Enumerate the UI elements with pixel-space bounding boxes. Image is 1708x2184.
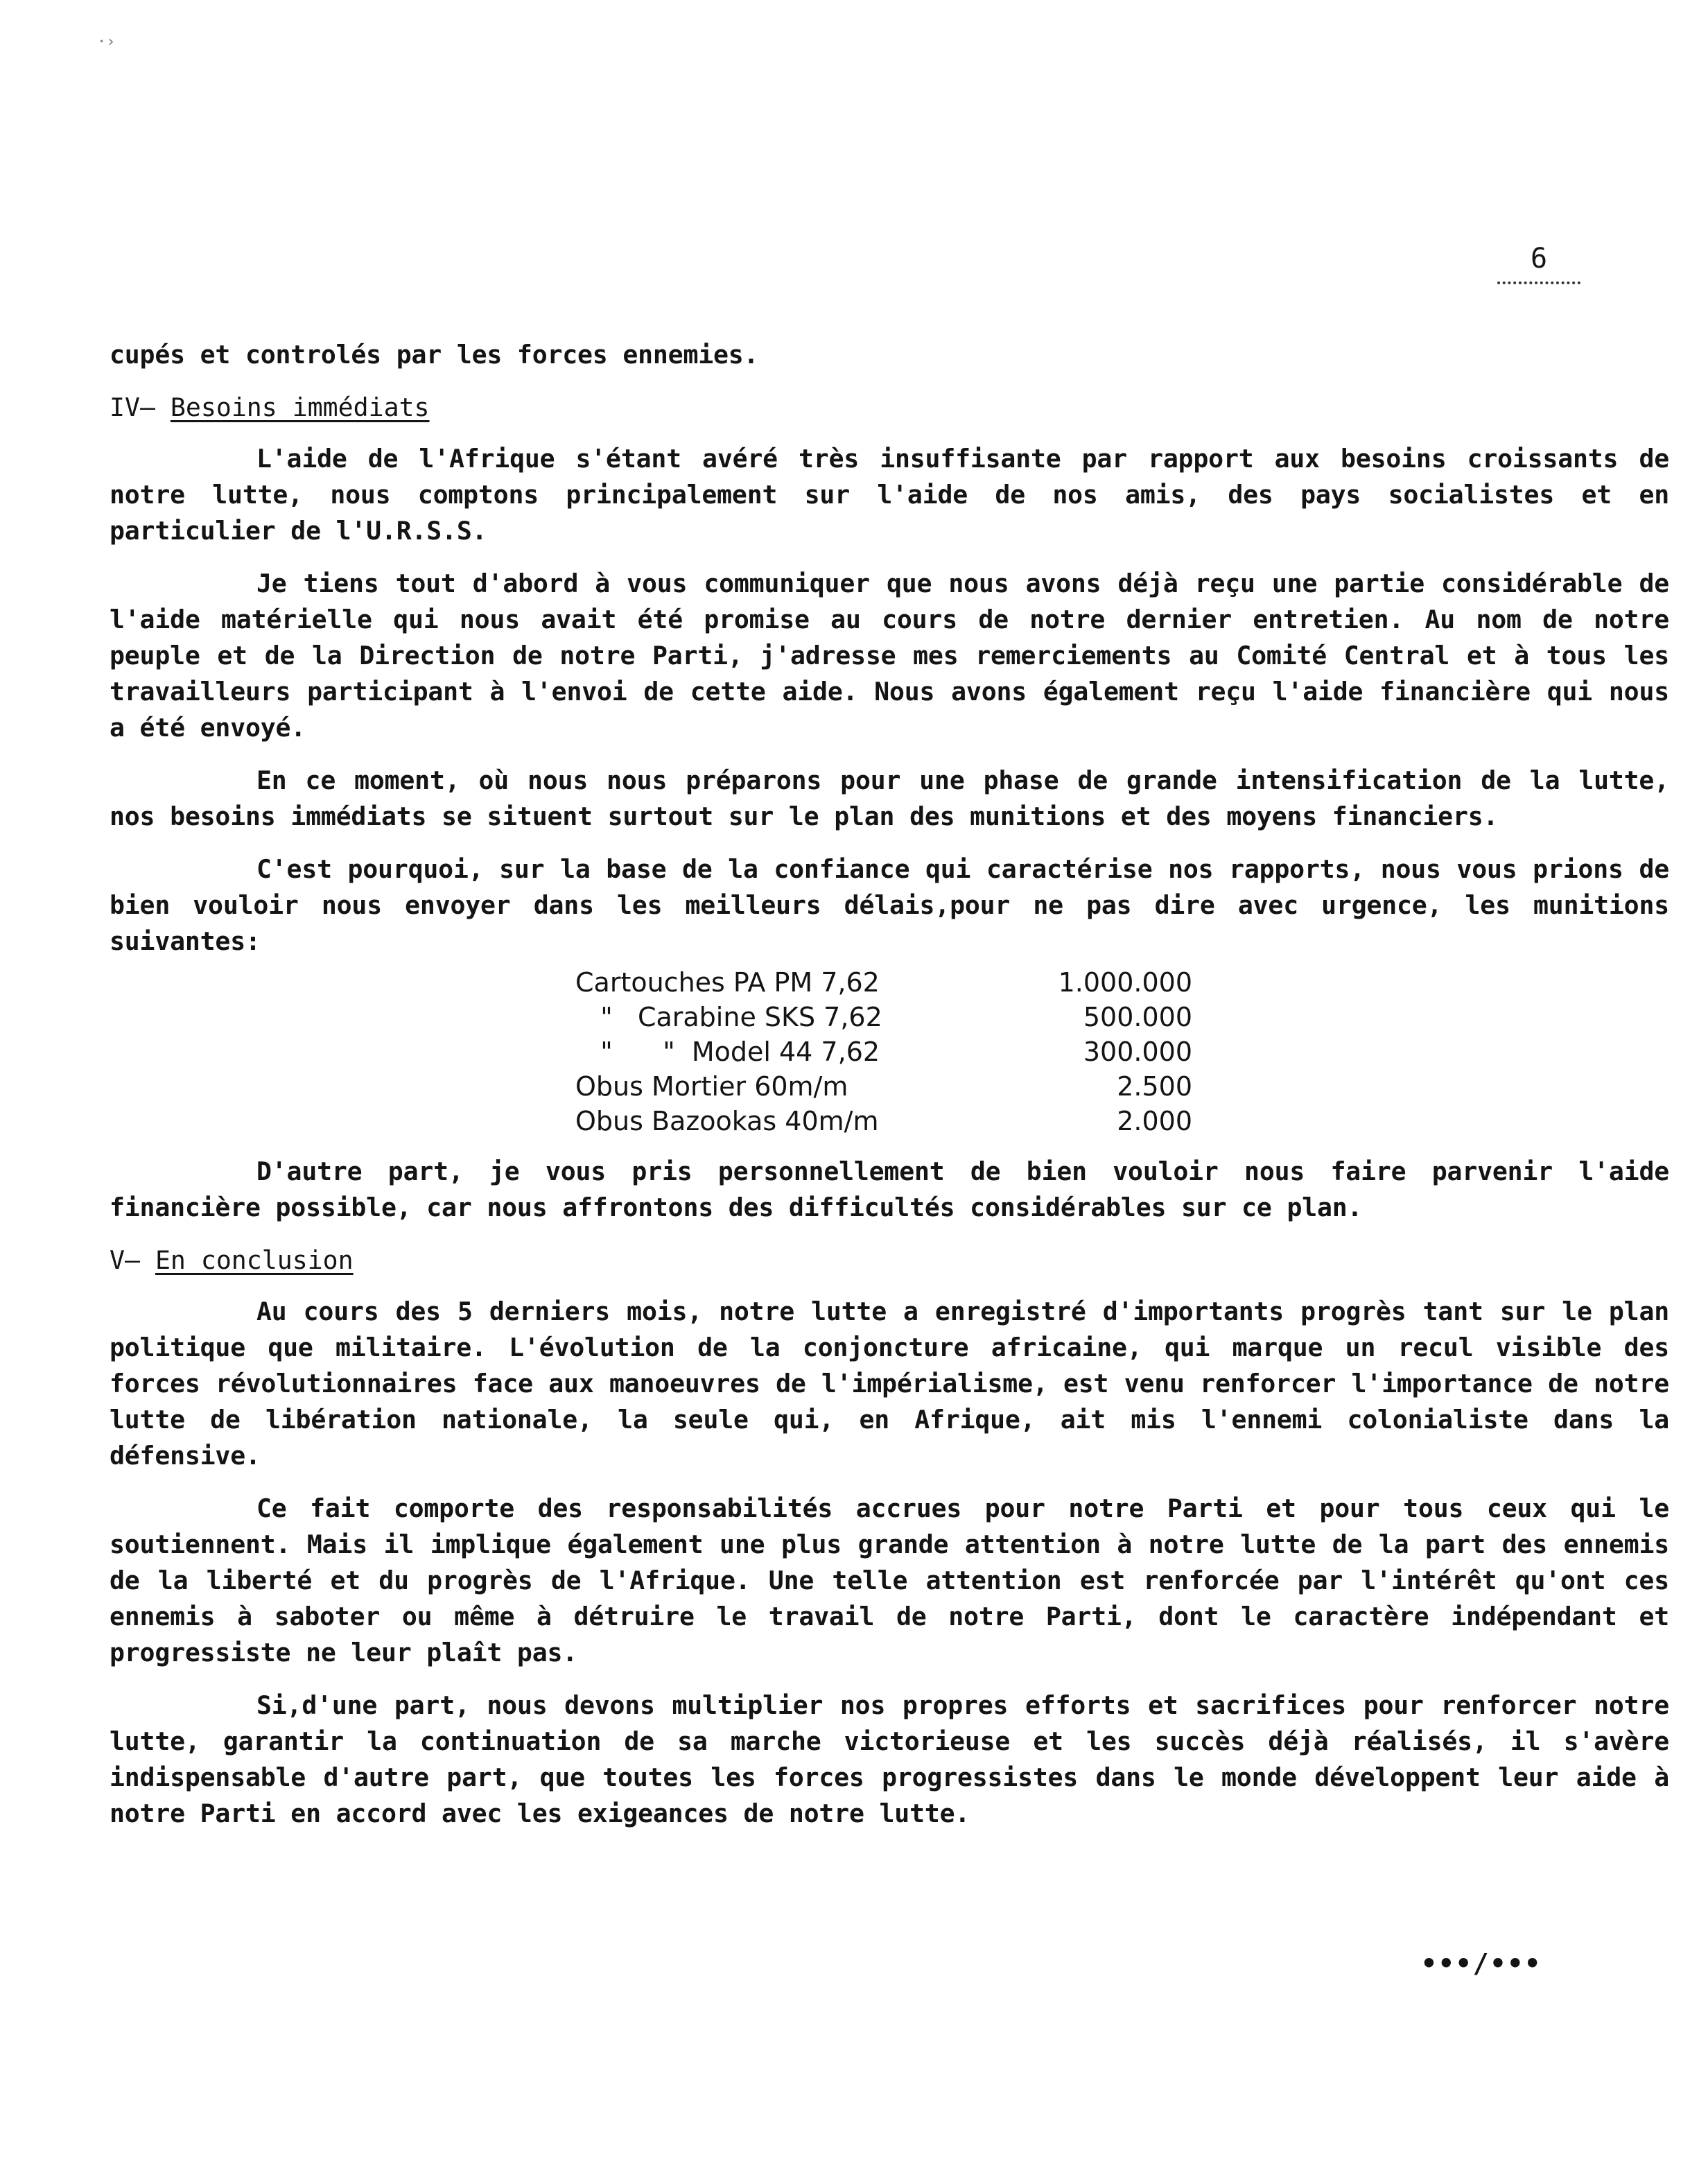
paragraph: Ce fait comporte des responsabilités accrues pour notre Parti et pour tous ceux qui le soutiennent. Mais il implique également une plus grande attention à notre lutte de la part des ennemis de la liberté et du progrès de l'Afrique. Une telle attention est renforcée par l'intérêt qu'ont ces ennemis à saboter ou même à détruire le travail de notre Parti, dont le caractère indépendant et progressiste ne leur plaît pas. [110,1493,1669,1667]
paragraph: D'autre part, je vous pris personnellement de bien vouloir nous faire parvenir l'aide financière possible, car nous affrontons des difficultés considérables sur ce plan. [110,1156,1669,1222]
paragraph: Si,d'une part, nous devons multiplier nos propres efforts et sacrifices pour renforcer notre lutte, garantir la continuation de sa marche victorieuse et les succès déjà réalisés, il s'avère indispensable d'autre part, que toutes les forces progressistes dans le monde développent leur aide à notre Parti en accord avec les exigeances de notre lutte. [110,1690,1669,1828]
munition-quantity: 300.000 [1083,1037,1192,1067]
munition-name: Obus Mortier 60m/m [575,1071,848,1102]
munition-quantity: 500.000 [1083,1002,1192,1032]
munition-quantity: 2.500 [1117,1071,1192,1102]
munition-name: Obus Bazookas 40m/m [575,1106,879,1136]
section-v-heading [110,1242,1669,1279]
paragraph: Au cours des 5 derniers mois, notre lutte a enregistré d'importants progrès tant sur le plan politique que militaire. L'évolution de la conjoncture africaine, qui marque un recul visible des forces révolutionnaires face aux manoeuvres de l'impérialisme, est venu renforcer l'importance de notre lutte de libération nationale, la seule qui, en Afrique, ait mis l'ennemi colonialiste dans la défensive. [110,1297,1669,1471]
section-v-number: V– [110,1245,140,1275]
table-row [575,1104,1192,1138]
paragraph-continued: cupés et controlés par les forces ennemies. [110,340,759,370]
page-number: 6 [1497,243,1580,284]
corner-mark: ·› [97,33,116,51]
paragraph: Je tiens tout d'abord à vous communiquer que nous avons déjà reçu une partie considérable de l'aide matérielle qui nous avait été promise au cours de notre dernier entretien. Au nom de notre peuple et de la Direction de notre Parti, j'adresse mes remerciements au Comité Central et à tous les travailleurs participant à l'envoi de cette aide. Nous avons également reçu l'aide financière qui nous a été envoyé. [110,569,1669,743]
table-row [575,1034,1192,1069]
paragraph: En ce moment, où nous nous préparons pour une phase de grande intensification de la lutte, nos besoins immédiats se situent surtout sur le plan des munitions et des moyens financiers. [110,765,1669,831]
table-row [575,965,1192,1000]
table-row [575,1069,1192,1104]
section-iv-number: IV– [110,392,155,422]
munition-name: " " Model 44 7,62 [575,1037,880,1067]
munition-name: " Carabine SKS 7,62 [575,1002,882,1032]
munitions-table [575,965,1192,1138]
document-body [110,337,1669,1848]
paragraph: C'est pourquoi, sur la base de la confiance qui caractérise nos rapports, nous vous prions de bien vouloir nous envoyer dans les meilleurs délais,pour ne pas dire avec urgence, les munitions suivantes: [110,854,1669,956]
section-iv-title: Besoins immédiats [170,392,430,422]
continuation-mark: •••/••• [1421,1948,1542,1979]
section-iv-heading [110,390,1669,426]
munition-quantity: 2.000 [1117,1106,1192,1136]
table-row [575,1000,1192,1034]
munition-name: Cartouches PA PM 7,62 [575,967,880,998]
munition-quantity: 1.000.000 [1058,967,1192,998]
section-v-title: En conclusion [155,1245,354,1275]
paragraph: L'aide de l'Afrique s'étant avéré très insuffisante par rapport aux besoins croissants de notre lutte, nous comptons principalement sur l'aide de nos amis, des pays socialistes et en particulier de l'U.R.S.S. [110,444,1669,546]
